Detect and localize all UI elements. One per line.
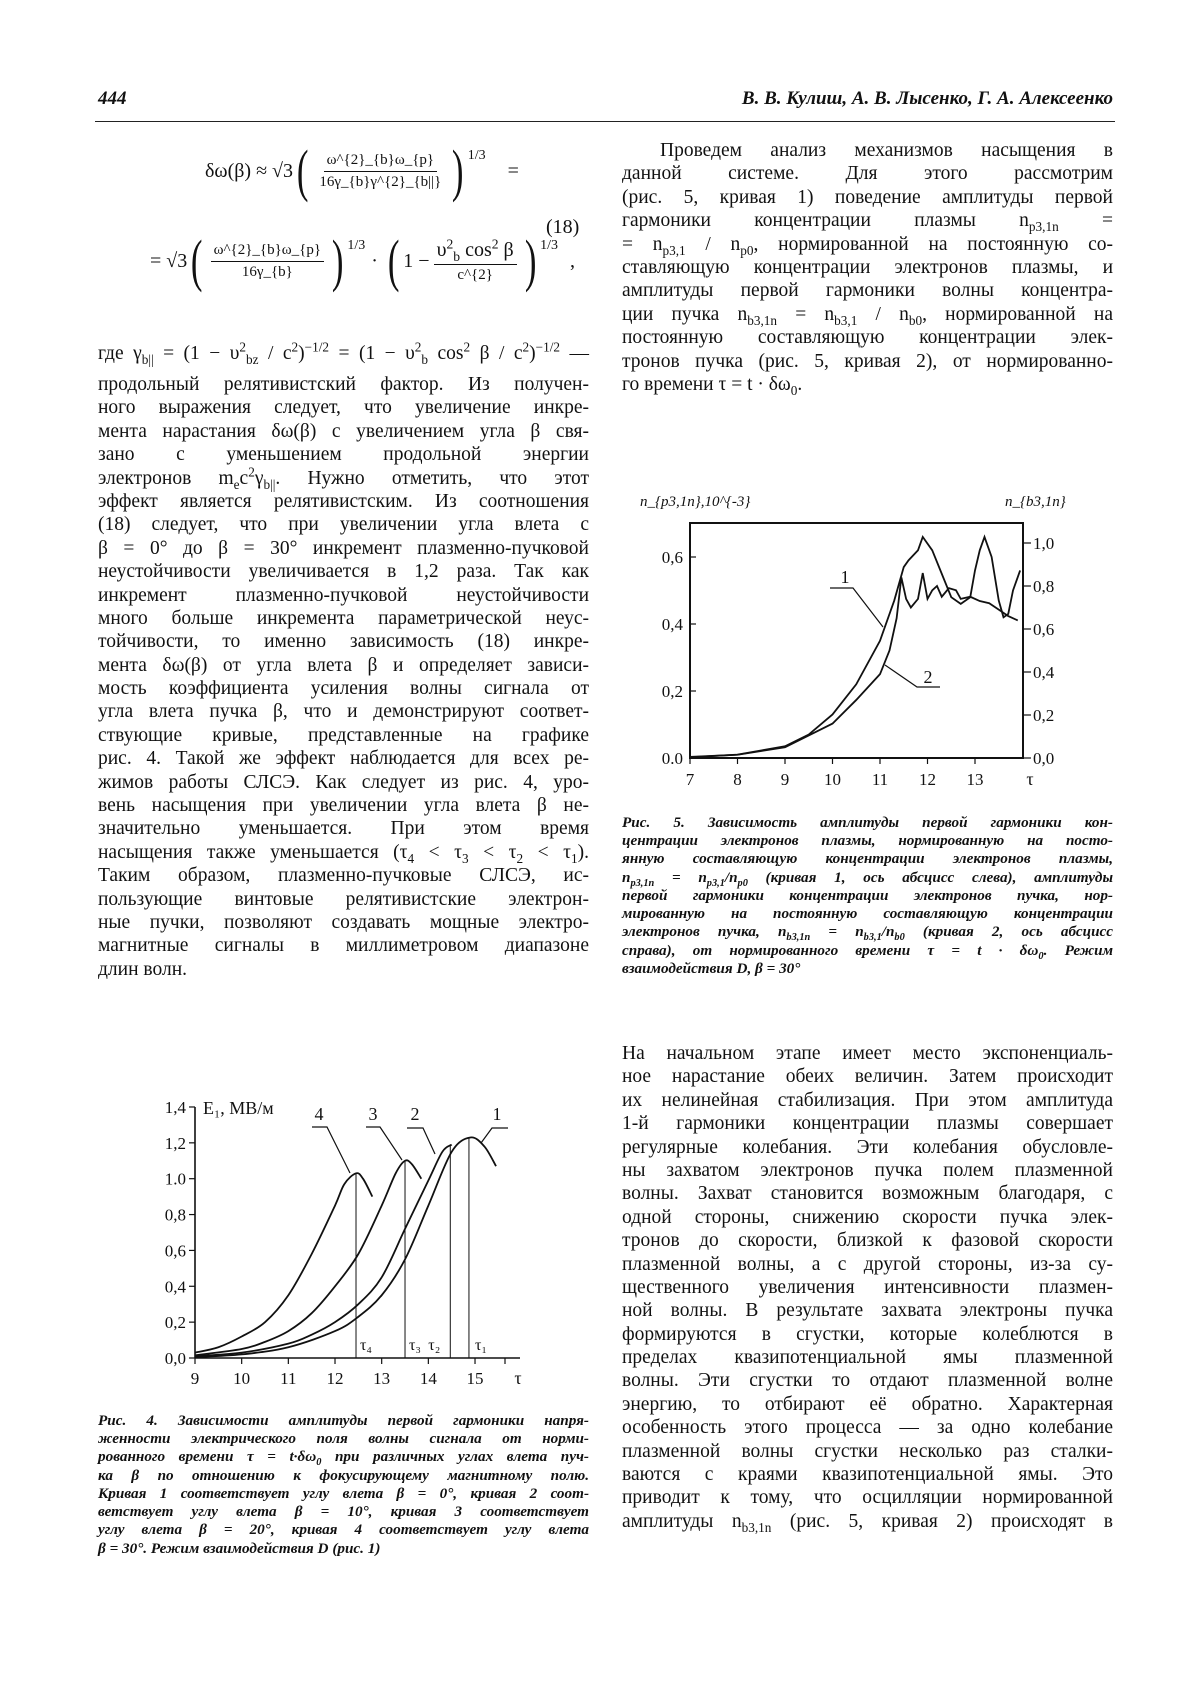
numerator: ω^{2}_{b}ω_{p} <box>324 152 437 172</box>
fig5-curve-1 <box>690 537 1020 757</box>
fig4-tau-marker-label: τ₂ <box>428 1337 441 1354</box>
subscript: 0 <box>790 382 798 398</box>
fig5-x-tick-label: 8 <box>733 770 742 789</box>
text-run: β <box>498 238 514 261</box>
superscript: 2 <box>291 339 299 355</box>
text-run: инкремент плазменно-пучковой неустойчивости <box>98 584 589 606</box>
text-run: 1-й гармоники концентрации плазмы совершает <box>622 1113 1113 1135</box>
text-run: при различных углах влета пуч- <box>321 1448 589 1466</box>
paren: ) <box>331 228 344 293</box>
subscript: p0 <box>740 242 754 258</box>
text-run: эффект является релятивистским. Из соотношения <box>98 490 589 512</box>
fig4-x-tick-label: 12 <box>326 1369 344 1388</box>
text-run: янную составляющую концентрации электронов плазмы, <box>622 850 1113 868</box>
text-run: β / c <box>470 343 523 364</box>
subscript: p3,1 <box>706 877 725 889</box>
text-run: < τ <box>414 841 462 863</box>
text-run: ны захватом электронов пучка полем плазменной <box>622 1159 1113 1181</box>
fig4-tau-marker-label: τ₃ <box>409 1337 422 1354</box>
text-run: углу влета β = 20°, кривая 4 соответствует углу влета <box>98 1521 589 1539</box>
text-run: особенность этого процесса — за одно колебание <box>622 1417 1113 1439</box>
text-run: . <box>797 373 803 395</box>
fig4-x-tick-label: 11 <box>280 1369 297 1388</box>
running-header-authors: В. В. Кулиш, А. В. Лысенко, Г. А. Алексеенко <box>741 88 1113 109</box>
text-run: = n <box>777 303 835 325</box>
text-run: β = 30°. Режим взаимодействия D (рис. 1) <box>98 1539 381 1557</box>
subscript: p3,1 <box>662 242 686 258</box>
text-run: волны. Захват становится возможным благодаря, с <box>622 1183 1113 1205</box>
fig5-curve-label: 2 <box>923 667 933 687</box>
fig5-x-tick-label: 7 <box>685 770 695 789</box>
text-run: электронов m <box>98 467 234 489</box>
text-run: зано с уменьшением продольной энергии <box>98 444 589 466</box>
denominator: 16γ_{b}γ^{2}_{b||} <box>319 173 442 190</box>
text-run: ваются с краями квазипотенциальной ямы. Это <box>622 1464 1113 1486</box>
text-run: пределах квазипотенциальной ямы плазменной <box>622 1347 1113 1369</box>
text-run: плазменной волны сгустки несколько раз сталки- <box>622 1440 1113 1462</box>
subscript: e <box>233 476 240 492</box>
text-run: одной стороны, снижению скорости пучка элек- <box>622 1206 1113 1228</box>
fig4-y-tick-label: 1,2 <box>164 1133 186 1153</box>
fig4-y-tick-label: 1.0 <box>164 1169 186 1189</box>
text-run: мента нарастания δω(β) с увеличением угла β свя- <box>98 420 589 442</box>
subscript: 0 <box>1038 950 1044 962</box>
subscript: b|| <box>263 476 276 492</box>
text-run: значительно уменьшается. При этом время <box>98 818 589 840</box>
text-run: Кривая 1 соответствует углу влета β = 0°, кривая 2 соот- <box>98 1484 589 1502</box>
text-run: данной системе. Для этого рассмотрим <box>622 163 1113 185</box>
text-run: ) <box>529 343 536 364</box>
superscript: −1/2 <box>304 339 330 355</box>
text-run: , нормированной на постоянную со- <box>753 233 1114 255</box>
text-run: = n <box>654 868 707 886</box>
text-run: (18) следует, что при увеличении угла влета с <box>98 514 589 536</box>
text-run: (рис. 5, кривая 2) происходят в <box>771 1510 1113 1532</box>
text-run: Рис. 4. Зависимости амплитуды первой гармоники напря- <box>98 1412 589 1429</box>
fig4-curve-2 <box>195 1145 452 1357</box>
subscript: b0 <box>908 312 923 328</box>
fig4-x-tick-label: 9 <box>190 1369 200 1388</box>
text-run: электронов пучка, n <box>622 923 787 941</box>
text-run: центрации электронов плазмы, нормированную на посто- <box>622 832 1113 850</box>
subscript: p0 <box>737 877 748 889</box>
text-run: Проведем анализ механизмов насыщения в <box>660 140 1113 161</box>
denominator: 16γ_{b} <box>241 263 293 280</box>
fig4-curve-leader <box>407 1128 435 1154</box>
fig5-right-tick-label: 0,0 <box>1033 749 1055 768</box>
subscript: p3,1n <box>1028 219 1059 235</box>
subscript: 3 <box>462 850 469 866</box>
text-run: мента δω(β) от угла влета β и определяет зависи- <box>98 654 589 676</box>
paren: ) <box>524 228 537 293</box>
text-run: (кривая 1, ось абсцисс слева), амплитуды <box>747 868 1113 886</box>
subscript: 1 <box>570 850 578 866</box>
text-run: δω(β) ≈ √3 <box>205 159 294 182</box>
equals: = <box>507 159 519 182</box>
text-run: энергию, то отбирают её обратно. Характерная <box>622 1393 1113 1415</box>
superscript: 2 <box>239 339 246 355</box>
fig5-right-tick-label: 0,2 <box>1033 706 1055 725</box>
text-run: = (1 − υ <box>153 343 240 364</box>
text-run: , нормированной на <box>922 303 1114 325</box>
fig5-right-tick-label: 0,6 <box>1033 620 1055 639</box>
equation-number: (18) <box>546 216 580 238</box>
fig4-y-tick-label: 0,0 <box>164 1349 186 1368</box>
text-run: плазменной волны, а с другой стороны, из-за су- <box>622 1253 1113 1275</box>
fig5-right-tick-label: 1,0 <box>1033 534 1055 553</box>
text-run: тойчивости, то именно зависимость (18) инкре- <box>98 631 589 653</box>
text-run: тронов пучка (рис. 5, кривая 2), от нормированно- <box>622 350 1113 372</box>
fig5-x-tick-label: 12 <box>919 770 936 789</box>
fig4-y-tick-label: 0,8 <box>164 1205 186 1225</box>
exponent: 1/3 <box>467 148 486 163</box>
subscript: b0 <box>894 932 905 944</box>
exponent: 1/3 <box>540 238 558 253</box>
superscript: 2 <box>463 339 471 355</box>
text-run: много больше инкремента параметрической неус- <box>98 607 589 629</box>
text-run: < τ <box>523 841 571 863</box>
text-run: амплитуды n <box>622 1510 742 1532</box>
text-run: первой гармоники концентрации электронов пучка, нор- <box>622 886 1113 904</box>
text-run: ). <box>577 841 589 863</box>
text-run: cos <box>428 343 464 364</box>
fig5-right-tick-label: 0,4 <box>1033 663 1055 682</box>
fig4-x-tick-label: 10 <box>233 1369 251 1388</box>
subscript: b3,1 <box>863 932 882 944</box>
text-run: ного выражения следует, что увеличение инкре- <box>98 397 589 419</box>
fig5-curve-leader <box>830 588 883 627</box>
text-run: длин волн. <box>98 958 188 980</box>
numerator: ω^{2}_{b}ω_{p} <box>211 242 324 262</box>
text-run: угла влета пучка β, что и демонстрируют соответ- <box>98 701 589 723</box>
text-run: = (1 − υ <box>329 343 415 364</box>
superscript: 2 <box>414 339 422 355</box>
subscript: b <box>453 248 461 264</box>
fig4-curve-3 <box>195 1160 421 1355</box>
text-run: . Режим <box>1043 941 1113 959</box>
paren: ( <box>387 228 400 293</box>
text-run: /n <box>881 923 895 941</box>
text-run: гармоники концентрации плазмы n <box>622 210 1029 232</box>
superscript: −1/2 <box>535 339 561 355</box>
text-run: пользующие винтовые релятивистские электрон- <box>98 888 589 910</box>
fig5-curve-2 <box>690 573 1018 757</box>
text-run: . Нужно отметить, что этот <box>275 467 589 489</box>
text-run: cos <box>460 238 492 261</box>
fig5-right-tick-label: 0,8 <box>1033 577 1055 596</box>
subscript: 4 <box>407 850 415 866</box>
fig5-x-tick-label: 11 <box>871 770 889 789</box>
fig4-x-tick-label: 13 <box>373 1369 391 1388</box>
subscript: 0 <box>316 1457 322 1469</box>
paren: ( <box>296 138 309 203</box>
fig4-curve-leader <box>366 1127 402 1160</box>
fig4-curve-label: 1 <box>492 1104 502 1124</box>
exponent: 1/3 <box>347 238 366 253</box>
text-run: магнитные сигналы в миллиметровом диапазоне <box>98 935 589 957</box>
text-run: c <box>239 467 249 489</box>
fig4-curve-leader <box>481 1128 508 1143</box>
text-run: регулярные колебания. Эти колебания обусловле- <box>622 1136 1113 1158</box>
fig5-curve-label: 1 <box>840 567 850 587</box>
subscript: p3,1n <box>630 877 655 889</box>
text-run: ветствует углу влета β = 10°, кривая 3 соответствует <box>98 1503 589 1521</box>
text-run: рованного времени τ = t·δω <box>98 1448 317 1466</box>
text-run: постоянную составляющую концентрации элек- <box>622 327 1113 349</box>
text-run: ной волны. В результате захвата электроны пучка <box>622 1300 1113 1322</box>
text-run: / c <box>258 343 292 364</box>
fig5-right-axis-label: n_{b3,1n} <box>1005 494 1066 510</box>
paren: ) <box>452 138 464 203</box>
subscript: b3,1 <box>834 312 858 328</box>
fig4-y-tick-label: 0,4 <box>164 1277 186 1297</box>
text-run: женности электрического поля волны сигнала от норми- <box>98 1430 589 1448</box>
fig4-y-tick-label: 1,4 <box>164 1097 186 1117</box>
comma: , <box>569 249 575 272</box>
denominator: c^{2} <box>457 266 493 283</box>
dot: · <box>371 249 378 272</box>
text-run: продольный релятивистский фактор. Из получен- <box>98 374 589 395</box>
text-run: /n <box>724 868 738 886</box>
text-run: ставляющую концентрации электронов плазмы, и <box>622 256 1113 278</box>
text-run: вень насыщения при увеличении угла влета β не- <box>98 795 589 817</box>
text-run: ное нарастание обеих величин. Затем происходит <box>622 1066 1113 1088</box>
text-run: < τ <box>468 841 517 863</box>
fig5-x-tick-label: 10 <box>824 770 841 789</box>
fig4-curve-label: 3 <box>368 1104 378 1124</box>
text-run: ные пучки, позволяют создавать мощные электро- <box>98 911 589 933</box>
text-run: справа), от нормированного времени τ = t · δω <box>622 941 1039 959</box>
text-run: ) <box>298 343 305 364</box>
text-run: — <box>560 343 589 364</box>
text-run: Таким образом, плазменно-пучковые СЛСЭ, ис- <box>98 865 589 887</box>
text-run: υ <box>436 238 447 261</box>
text-run: мированную на постоянную составляющую концентрации <box>622 905 1113 923</box>
subscript: b3,1n <box>741 1519 772 1535</box>
subscript: b|| <box>141 351 154 367</box>
text-run: рис. 4. Такой же эффект наблюдается для всех ре- <box>98 748 589 770</box>
fig4-tau-marker-label: τ₁ <box>474 1337 487 1354</box>
fig4-curve-label: 2 <box>410 1104 420 1124</box>
text-run: n <box>622 868 631 886</box>
fig5-left-axis-label: n_{p3,1n},10^{-3} <box>640 494 751 510</box>
fig5-left-tick-label: 0,6 <box>661 548 683 567</box>
fig5-x-tick-label: 13 <box>966 770 984 789</box>
text-run: (рис. 5, кривая 1) поведение амплитуды первой <box>622 186 1113 208</box>
fig5-left-tick-label: 0.0 <box>661 749 683 768</box>
page-number: 444 <box>98 88 127 109</box>
text-run: ствующие кривые, представленные на графике <box>98 724 589 746</box>
fig4-x-tick-label: 15 <box>466 1369 484 1388</box>
text-run: На начальном этапе имеет место экспоненциаль- <box>622 1043 1113 1064</box>
text-run: насыщения также уменьшается (τ <box>98 841 408 863</box>
fig4-tau-marker-label: τ₄ <box>360 1337 373 1354</box>
fig5-x-axis-label: τ <box>1026 769 1034 789</box>
text-run: = n <box>622 233 663 255</box>
fig4-curve-label: 4 <box>314 1104 324 1124</box>
subscript: b3,1n <box>747 312 778 328</box>
text-run: го времени τ = t · δω <box>622 373 791 395</box>
superscript: 2 <box>522 339 530 355</box>
text-run: / n <box>685 233 741 255</box>
text-run: их нелинейная стабилизация. При этом амплитуда <box>622 1089 1113 1111</box>
text-run: амплитуды первой гармоники волны концентра- <box>622 280 1113 302</box>
text-run: = n <box>810 923 864 941</box>
fig5-left-tick-label: 0,2 <box>661 682 683 701</box>
fig4-x-tick-label: 14 <box>419 1369 437 1388</box>
text-run: щественного увеличения интенсивности плазмен- <box>622 1276 1113 1298</box>
text-run: приводит к тому, что осцилляции нормированной <box>622 1487 1113 1509</box>
subscript: b3,1n <box>786 932 811 944</box>
text-run: ка β по отношению к фокусирующему магнитному полю. <box>98 1466 589 1484</box>
superscript: 2 <box>248 464 255 480</box>
paren: ( <box>191 228 203 293</box>
fig4-curve-1 <box>195 1137 496 1357</box>
text-run: мость коэффициента усиления волны сигнала от <box>98 678 589 700</box>
fig4-curve-leader <box>312 1127 350 1173</box>
superscript: 2 <box>446 235 454 251</box>
text-run: волны. Эти сгустки то отдают плазменной волне <box>622 1370 1113 1392</box>
subscript: b <box>421 351 429 367</box>
text-run: взаимодействия D, β = 30° <box>622 959 801 977</box>
fig5-plot-frame <box>690 523 1023 758</box>
superscript: 2 <box>491 235 499 251</box>
text-run: = √3 <box>150 249 188 272</box>
fig5-x-tick-label: 9 <box>780 770 790 789</box>
fig4-y-tick-label: 0,6 <box>164 1241 186 1261</box>
subscript: 2 <box>516 850 524 866</box>
fig4-y-axis-label: E₁, МВ/м <box>203 1098 274 1118</box>
text-run: жимов работы СЛСЭ. Как следует из рис. 4, уро- <box>98 771 589 793</box>
text-run: где γ <box>98 343 142 364</box>
one-minus: 1 − <box>403 249 430 272</box>
fig4-y-tick-label: 0,2 <box>164 1313 186 1333</box>
text-run: / n <box>857 303 909 325</box>
fig5-left-tick-label: 0,4 <box>661 615 683 634</box>
text-run: ции пучка n <box>622 303 748 325</box>
text-run: формируются в сгустки, которые колеблются в <box>622 1323 1113 1345</box>
text-run: тронов до скорости, близкой к фазовой скорости <box>622 1230 1113 1252</box>
text-run: Рис. 5. Зависимость амплитуды первой гармоники кон- <box>622 814 1113 831</box>
text-run: = <box>1058 210 1113 232</box>
text-run: (кривая 2, ось абсцисс <box>904 923 1114 941</box>
text-run: неустойчивости увеличивается в 1,2 раза. Так как <box>98 561 589 583</box>
fig4-x-axis-label: τ <box>514 1368 522 1388</box>
text-run: γ <box>254 467 264 489</box>
subscript: bz <box>245 351 259 367</box>
text-run: β = 0° до β = 30° инкремент плазменно-пучковой <box>98 537 589 559</box>
